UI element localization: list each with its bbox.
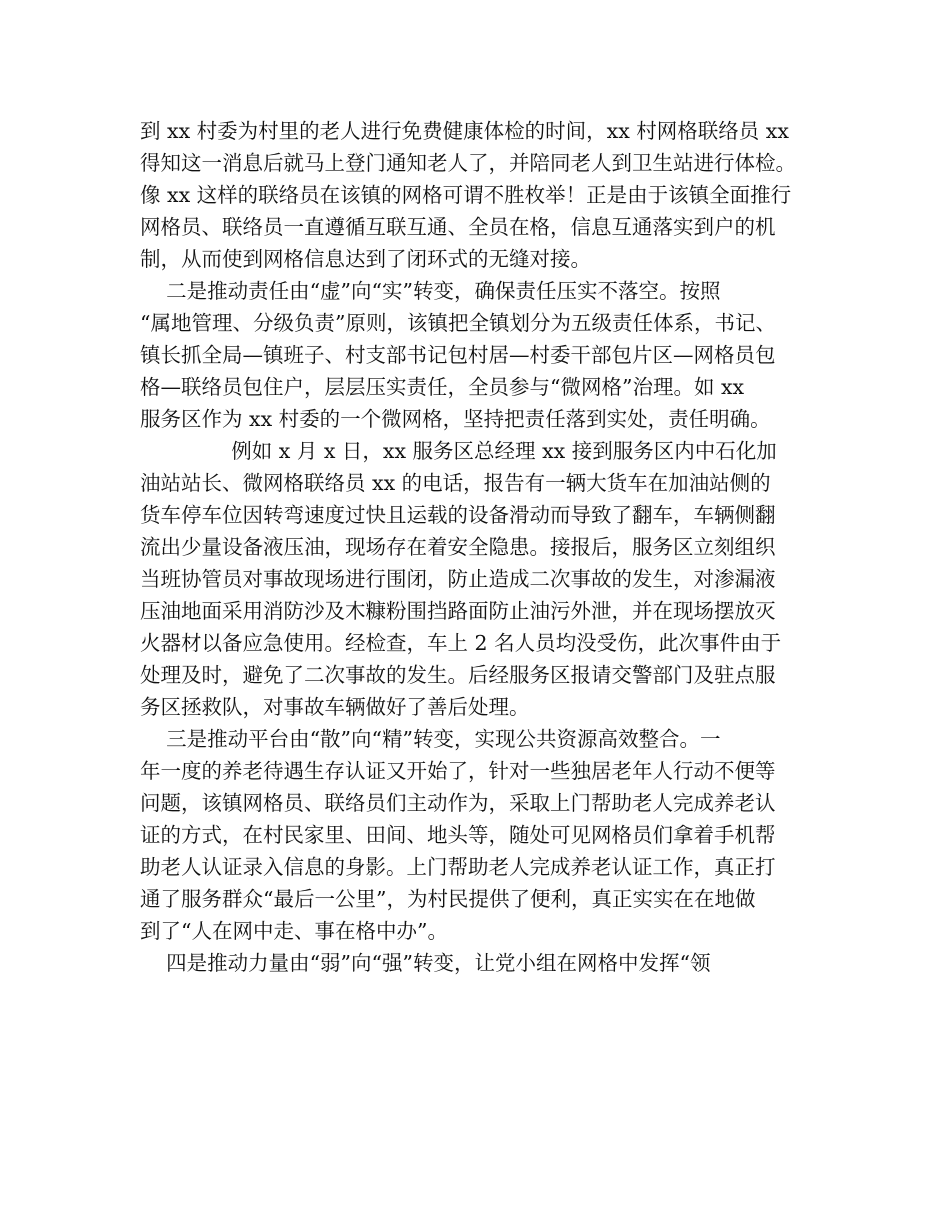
text-line: 货车停车位因转弯速度过快且运载的设备滑动而导致了翻车，车辆侧翻	[140, 503, 776, 527]
text-line: 二是推动责任由“虚”向“实”转变，确保责任压实不落空。按照	[140, 279, 721, 303]
text-line: 助老人认证录入信息的身影。上门帮助老人完成养老认证工作，真正打	[140, 855, 776, 879]
text-line: 务区拯救队，对事故车辆做好了善后处理。	[140, 695, 530, 719]
text-line: 四是推动力量由“弱”向“强”转变，让党小组在网格中发挥“领	[140, 951, 711, 975]
text-line: 通了服务群众“最后一公里”，为村民提供了便利，真正实实在在地做	[140, 887, 756, 911]
text-line: 证的方式，在村民家里、田间、地头等，随处可见网格员们拿着手机帮	[140, 823, 776, 847]
text-line: 像 xx 这样的联络员在该镇的网格可谓不胜枚举！正是由于该镇全面推行	[140, 183, 792, 207]
text-line: 三是推动平台由“散”向“精”转变，实现公共资源高效整合。一	[140, 727, 721, 751]
text-line: 压油地面采用消防沙及木糠粉围挡路面防止油污外泄，并在现场摆放灭	[140, 599, 776, 623]
text-line: 年一度的养老待遇生存认证又开始了，针对一些独居老年人行动不便等	[140, 759, 776, 783]
text-line: 服务区作为 xx 村委的一个微网格，坚持把责任落到实处，责任明确。	[140, 407, 771, 431]
text-line: 镇长抓全局—镇班子、村支部书记包村居—村委干部包片区—网格员包	[140, 343, 776, 367]
text-line: 制，从而使到网格信息达到了闭环式的无缝对接。	[140, 247, 591, 271]
text-line: 问题，该镇网格员、联络员们主动作为，采取上门帮助老人完成养老认	[140, 791, 776, 815]
text-line: 到 xx 村委为村里的老人进行免费健康体检的时间，xx 村网格联络员 xx	[140, 119, 789, 143]
text-line: 处理及时，避免了二次事故的发生。后经服务区报请交警部门及驻点服	[140, 663, 776, 687]
text-line: 油站站长、微网格联络员 xx 的电话，报告有一辆大货车在加油站侧的	[140, 471, 771, 495]
text-line: 例如 x 月 x 日，xx 服务区总经理 xx 接到服务区内中石化加	[140, 439, 777, 463]
text-line: 格—联络员包住户，层层压实责任，全员参与“微网格”治理。如 xx	[140, 375, 745, 399]
text-line: 到了“人在网中走、事在格中办”。	[140, 919, 448, 943]
text-line: 火器材以备应急使用。经检查，车上 2 名人员均没受伤，此次事件由于	[140, 631, 782, 655]
text-line: 网格员、联络员一直遵循互联互通、全员在格，信息互通落实到户的机	[140, 215, 776, 239]
text-line: “属地管理、分级负责”原则，该镇把全镇划分为五级责任体系，书记、	[140, 311, 776, 335]
text-line: 流出少量设备液压油，现场存在着安全隐患。接报后，服务区立刻组织	[140, 535, 776, 559]
text-line: 得知这一消息后就马上登门通知老人了，并陪同老人到卫生站进行体检。	[140, 151, 796, 175]
document-body	[140, 115, 815, 979]
text-line: 当班协管员对事故现场进行围闭，防止造成二次事故的发生，对渗漏液	[140, 567, 776, 591]
